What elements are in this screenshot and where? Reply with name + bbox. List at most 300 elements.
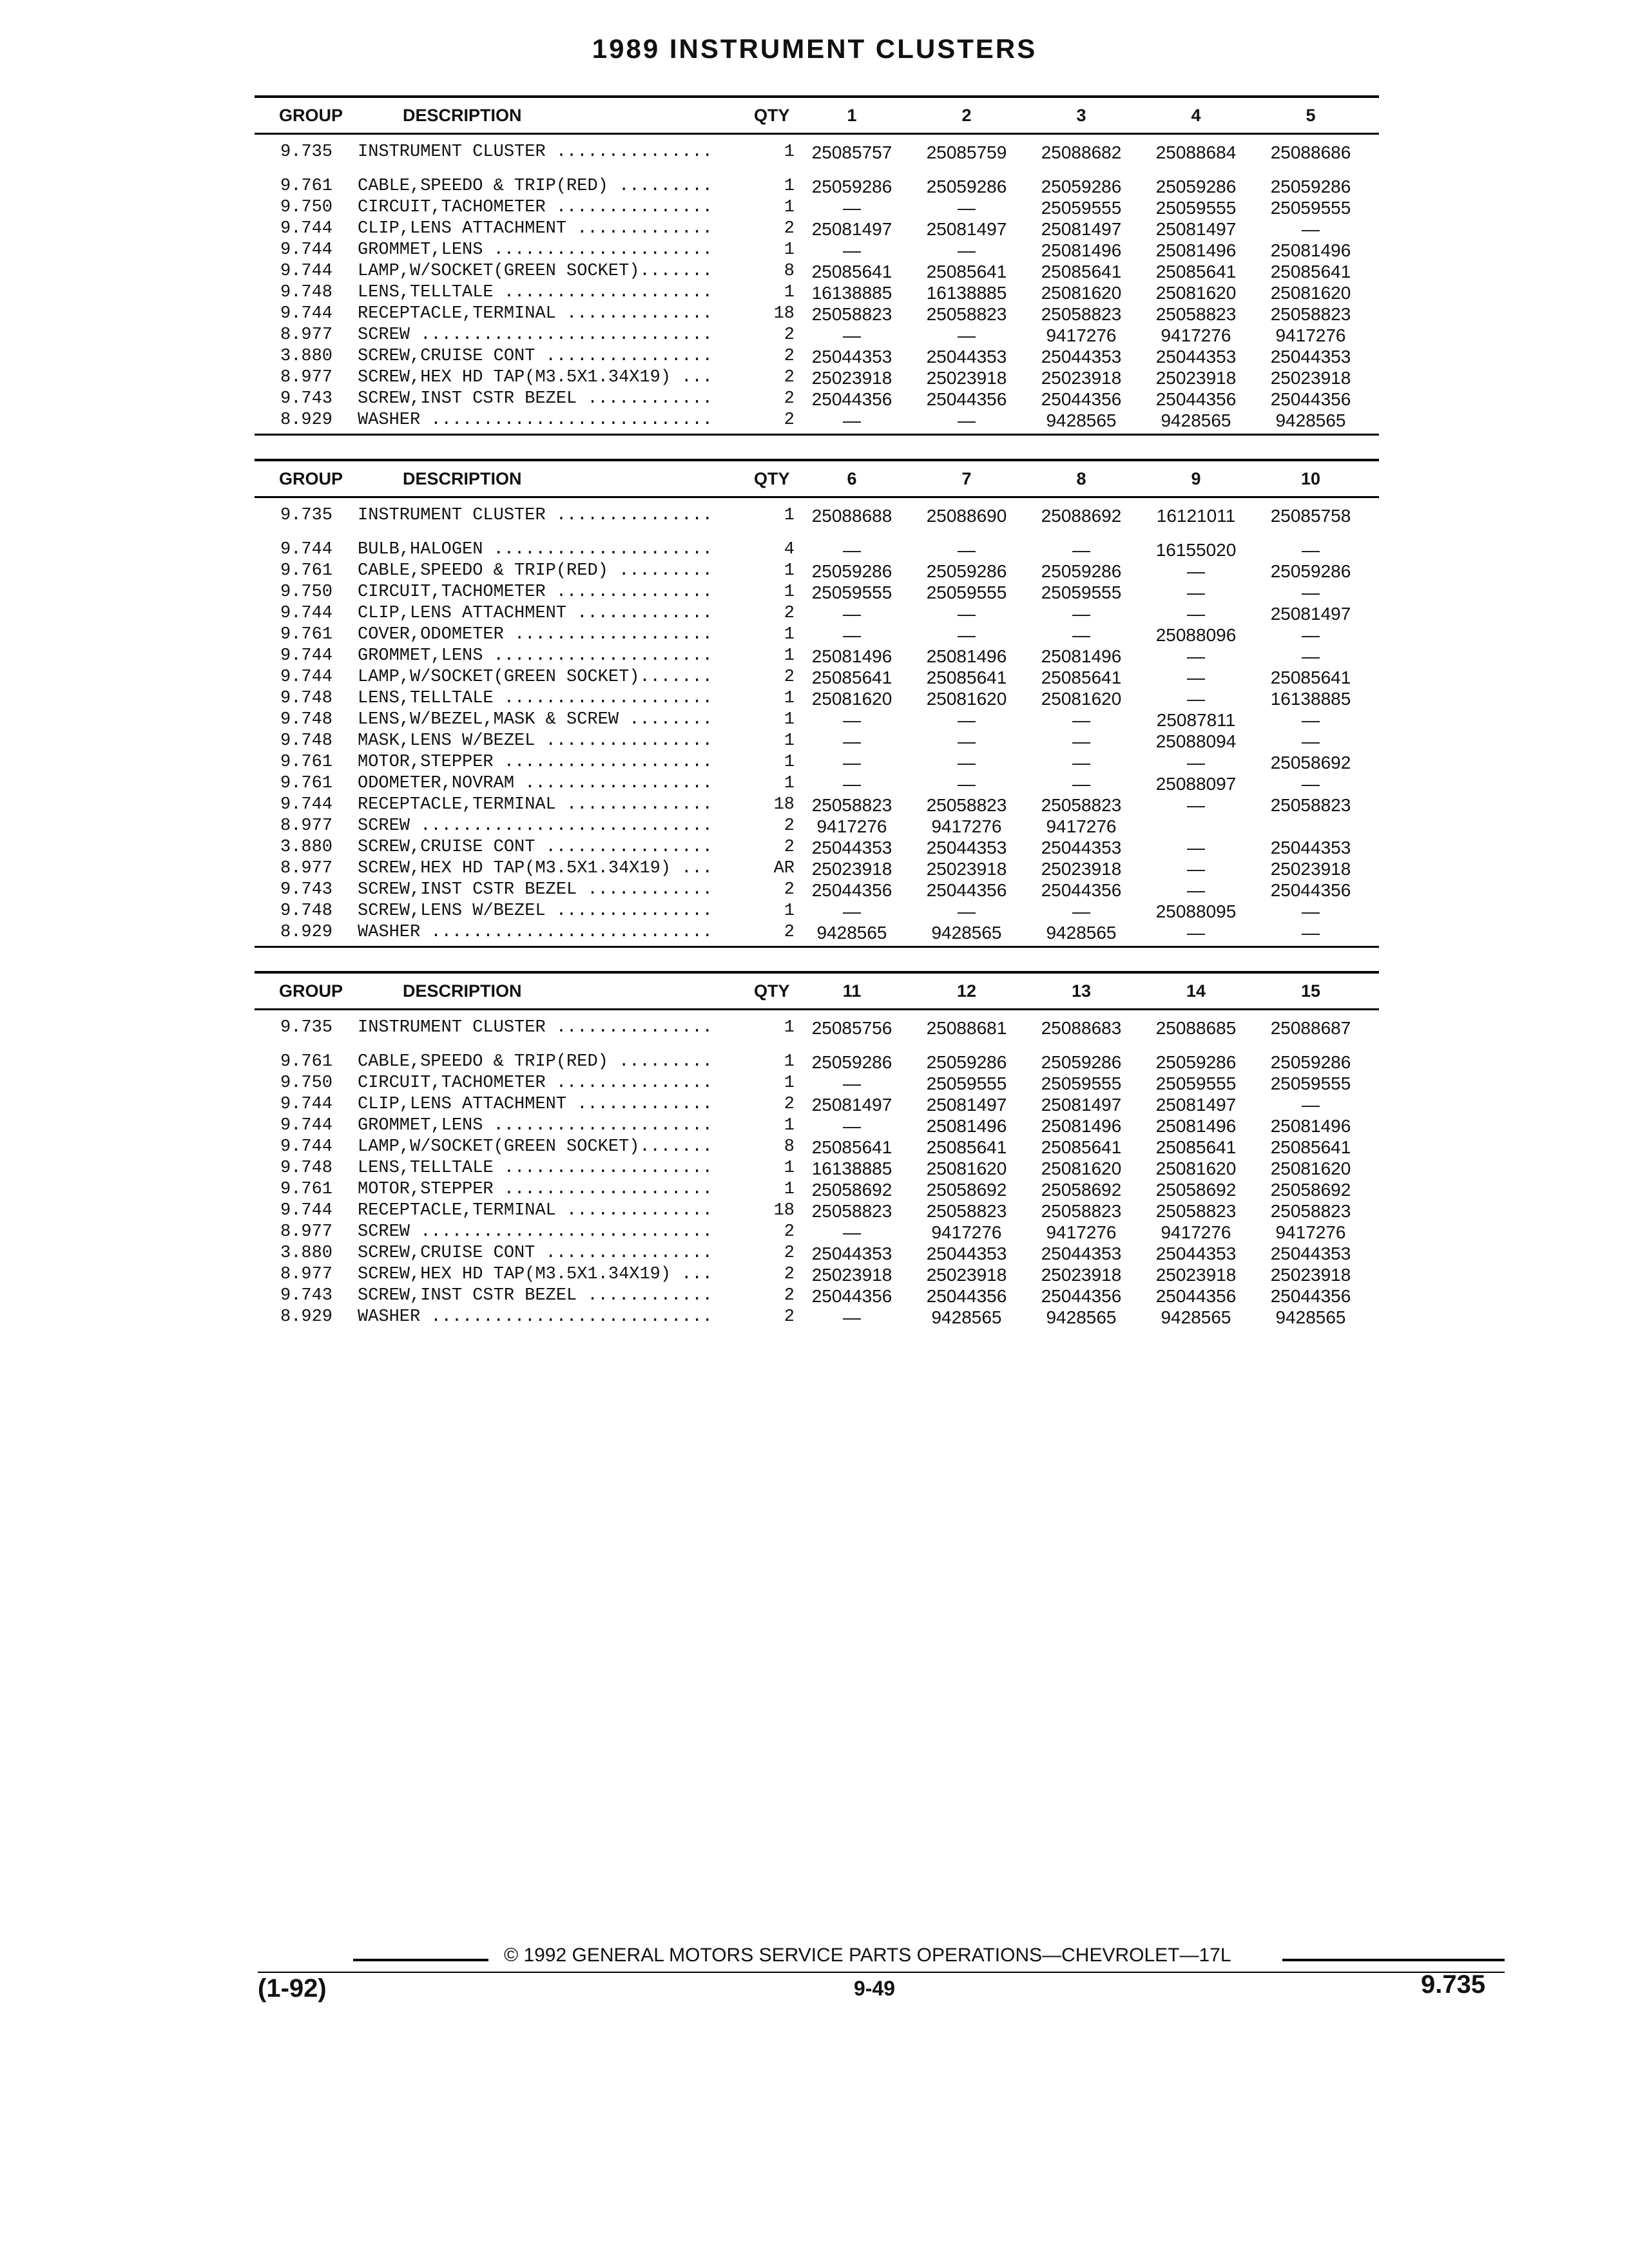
part-number-cell: 25081496: [1041, 1116, 1122, 1136]
footer-copyright: © 1992 GENERAL MOTORS SERVICE PARTS OPERATIONS—CHEVROLET—17L: [504, 1945, 1231, 1966]
part-number-cell: 25085641: [926, 1137, 1007, 1157]
part-number-cell: —: [1302, 1095, 1320, 1115]
row-group: 3.880: [280, 838, 333, 857]
part-number-cell: 25059286: [1155, 1052, 1237, 1072]
part-number-cell: 25088683: [1041, 1018, 1122, 1038]
row-description: CABLE,SPEEDO & TRIP(RED) .........: [358, 561, 713, 581]
row-group: 9.735: [280, 142, 333, 162]
part-number-cell: 25081497: [926, 219, 1007, 239]
part-number-cell: 25044356: [1041, 1286, 1122, 1306]
part-number-cell: 25059286: [1041, 561, 1122, 581]
row-qty: 1: [784, 646, 795, 666]
part-number-cell: 25059555: [1270, 198, 1351, 218]
part-number-cell: —: [1072, 604, 1090, 624]
part-number-cell: 25081497: [811, 1095, 892, 1115]
part-number-cell: —: [1302, 582, 1320, 602]
row-group: 9.744: [280, 1137, 333, 1157]
row-description: MOTOR,STEPPER ....................: [358, 1180, 713, 1199]
table-row: [255, 346, 1379, 367]
header-column-1: 1: [847, 106, 857, 125]
part-number-cell: 25044353: [811, 1244, 892, 1264]
part-number-cell: 25085641: [926, 668, 1007, 687]
part-number-cell: 25088684: [1155, 142, 1237, 162]
row-qty: 1: [784, 240, 795, 260]
row-qty: 8: [784, 1137, 795, 1157]
part-number-cell: 25081620: [811, 689, 892, 709]
part-number-cell: —: [958, 604, 976, 624]
part-number-cell: 25058823: [1270, 795, 1351, 815]
part-number-cell: 25044356: [926, 880, 1007, 900]
part-number-cell: 25058823: [1155, 304, 1237, 324]
row-group: 9.761: [280, 1180, 333, 1199]
part-number-cell: 9417276: [1161, 325, 1231, 345]
part-number-cell: —: [843, 1073, 861, 1093]
row-description: GROMMET,LENS .....................: [358, 1116, 713, 1135]
page-title: 1989 INSTRUMENT CLUSTERS: [592, 34, 1037, 64]
part-number-cell: 16138885: [811, 283, 892, 303]
part-number-cell: 25044353: [1041, 347, 1122, 367]
header-column-12: 12: [956, 981, 977, 1001]
header-group: GROUP: [279, 981, 343, 1001]
part-number-cell: —: [1072, 540, 1090, 560]
row-group: 9.750: [280, 1073, 333, 1093]
part-number-cell: 9428565: [931, 1307, 1002, 1327]
table-row: [255, 901, 1379, 922]
part-number-cell: —: [1302, 901, 1320, 921]
part-number-cell: 25044356: [926, 389, 1007, 409]
row-group: 9.761: [280, 753, 333, 772]
table-row: [255, 603, 1379, 624]
part-number-cell: 25085641: [1155, 1137, 1237, 1157]
row-description: INSTRUMENT CLUSTER ...............: [358, 142, 713, 162]
part-number-cell: 25058823: [1270, 1201, 1351, 1221]
part-number-cell: 25059286: [1270, 561, 1351, 581]
part-number-cell: 25081496: [1155, 240, 1237, 260]
part-number-cell: 25023918: [1041, 368, 1122, 388]
part-number-cell: 9428565: [1046, 923, 1117, 943]
row-description: RECEPTACLE,TERMINAL ..............: [358, 795, 713, 814]
row-description: LAMP,W/SOCKET(GREEN SOCKET).......: [358, 262, 713, 281]
row-description: GROMMET,LENS .....................: [358, 646, 713, 666]
part-number-cell: 25085641: [1041, 262, 1122, 282]
row-description: SCREW,CRUISE CONT ................: [358, 838, 713, 857]
row-group: 8.929: [280, 923, 333, 942]
part-number-cell: 25044353: [926, 347, 1007, 367]
row-description: COVER,ODOMETER ...................: [358, 625, 713, 644]
part-number-cell: 25023918: [811, 859, 892, 879]
part-number-cell: —: [1187, 561, 1205, 581]
row-group: 9.744: [280, 1095, 333, 1114]
row-group: 9.761: [280, 177, 333, 196]
row-qty: 2: [784, 668, 795, 687]
part-number-cell: 25085641: [1270, 1137, 1351, 1157]
part-number-cell: 25058692: [1270, 1180, 1351, 1200]
part-number-cell: 25044356: [1155, 1286, 1237, 1306]
row-group: 3.880: [280, 1244, 333, 1263]
part-number-cell: 25085758: [1270, 506, 1351, 526]
row-group: 9.744: [280, 240, 333, 260]
table-row: [255, 389, 1379, 410]
header-column-14: 14: [1186, 981, 1206, 1001]
footer-rule-bottom: [258, 1972, 1505, 1973]
table-row: [255, 1179, 1379, 1200]
part-number-cell: 25058692: [1041, 1180, 1122, 1200]
part-number-cell: 25058823: [811, 795, 892, 815]
row-group: 8.977: [280, 368, 333, 387]
table-row: [255, 1052, 1379, 1073]
header-rule-top: [255, 971, 1379, 974]
part-number-cell: 25088094: [1155, 731, 1237, 751]
row-qty: 1: [784, 1052, 795, 1072]
part-number-cell: —: [958, 625, 976, 645]
part-number-cell: 9417276: [1046, 325, 1117, 345]
table-row: [255, 773, 1379, 794]
part-number-cell: 25059555: [1041, 1073, 1122, 1093]
header-column-11: 11: [842, 981, 862, 1001]
part-number-cell: 25023918: [1270, 368, 1351, 388]
part-number-cell: —: [1187, 668, 1205, 687]
part-number-cell: 25081497: [1041, 219, 1122, 239]
part-number-cell: —: [1187, 582, 1205, 602]
footer-rule-left: [353, 1959, 488, 1961]
row-qty: 2: [784, 923, 795, 942]
row-qty: 1: [784, 283, 795, 302]
part-number-cell: —: [1302, 646, 1320, 666]
part-number-cell: 25044353: [811, 347, 892, 367]
table-row: [255, 1073, 1379, 1094]
part-number-cell: 9417276: [1046, 816, 1117, 836]
row-group: 9.744: [280, 1201, 333, 1220]
part-number-cell: —: [843, 901, 861, 921]
part-number-cell: 25081496: [1041, 646, 1122, 666]
part-number-cell: —: [958, 731, 976, 751]
part-number-cell: —: [843, 540, 861, 560]
part-number-cell: 25023918: [1155, 368, 1237, 388]
row-qty: 2: [784, 347, 795, 366]
row-qty: 18: [773, 1201, 795, 1220]
row-qty: 2: [784, 368, 795, 387]
part-number-cell: 16155020: [1155, 540, 1237, 560]
section-rule-bottom: [255, 946, 1379, 948]
table-row: [255, 646, 1379, 667]
table-row: [255, 142, 1379, 163]
part-number-cell: 25085641: [1041, 668, 1122, 687]
table-row: [255, 837, 1379, 858]
part-number-cell: 25085641: [811, 1137, 892, 1157]
part-number-cell: —: [1302, 923, 1320, 943]
part-number-cell: 25058823: [1155, 1201, 1237, 1221]
part-number-cell: 25088687: [1270, 1018, 1351, 1038]
part-number-cell: 25059286: [1041, 1052, 1122, 1072]
part-number-cell: 25059286: [1270, 1052, 1351, 1072]
part-number-cell: 25059286: [1041, 177, 1122, 197]
part-number-cell: —: [958, 901, 976, 921]
table-row: [255, 1200, 1379, 1222]
part-number-cell: 25085641: [1270, 262, 1351, 282]
row-qty: 1: [784, 689, 795, 708]
part-number-cell: 25044353: [1155, 347, 1237, 367]
part-number-cell: 25058823: [926, 1201, 1007, 1221]
row-group: 9.744: [280, 540, 333, 559]
part-number-cell: —: [843, 1116, 861, 1136]
part-number-cell: 25023918: [1155, 1265, 1237, 1285]
part-number-cell: 25023918: [811, 1265, 892, 1285]
table-row: [255, 879, 1379, 901]
footer-rule-right: [1282, 1959, 1505, 1961]
part-number-cell: —: [1302, 774, 1320, 794]
part-number-cell: 25044353: [1155, 1244, 1237, 1264]
part-number-cell: 25081497: [926, 1095, 1007, 1115]
table-row: [255, 1094, 1379, 1115]
row-description: LAMP,W/SOCKET(GREEN SOCKET).......: [358, 1137, 713, 1157]
table-row: [255, 1017, 1379, 1039]
row-group: 8.977: [280, 325, 333, 345]
part-number-cell: 25059555: [1041, 198, 1122, 218]
part-number-cell: —: [958, 710, 976, 730]
row-group: 9.743: [280, 1286, 333, 1305]
part-number-cell: —: [1187, 859, 1205, 879]
table-row: [255, 1264, 1379, 1285]
row-group: 8.929: [280, 1307, 333, 1327]
part-number-cell: 25085641: [926, 262, 1007, 282]
part-number-cell: 9417276: [816, 816, 887, 836]
row-description: CLIP,LENS ATTACHMENT .............: [358, 1095, 713, 1114]
header-description: DESCRIPTION: [403, 981, 522, 1001]
part-number-cell: 25023918: [1041, 859, 1122, 879]
part-number-cell: —: [1187, 923, 1205, 943]
part-number-cell: —: [1072, 710, 1090, 730]
part-number-cell: 9428565: [1046, 410, 1117, 430]
part-number-cell: —: [843, 625, 861, 645]
part-number-cell: 25044356: [1270, 880, 1351, 900]
row-description: SCREW ............................: [358, 325, 713, 345]
part-number-cell: 25081497: [1041, 1095, 1122, 1115]
part-number-cell: 9428565: [816, 923, 887, 943]
table-row: [255, 582, 1379, 603]
row-qty: 1: [784, 710, 795, 729]
row-qty: 1: [784, 625, 795, 644]
part-number-cell: 25081496: [1270, 240, 1351, 260]
table-row: [255, 624, 1379, 646]
row-description: SCREW,CRUISE CONT ................: [358, 347, 713, 366]
part-number-cell: 25044356: [1155, 389, 1237, 409]
part-number-cell: —: [1187, 646, 1205, 666]
part-number-cell: —: [1072, 901, 1090, 921]
part-number-cell: 25088688: [811, 506, 892, 526]
row-group: 9.748: [280, 1158, 333, 1178]
part-number-cell: 25044356: [1270, 1286, 1351, 1306]
part-number-cell: 25023918: [1270, 1265, 1351, 1285]
part-number-cell: —: [1302, 625, 1320, 645]
row-group: 9.735: [280, 506, 333, 525]
part-number-cell: —: [843, 198, 861, 218]
row-qty: 1: [784, 753, 795, 772]
part-number-cell: 25044356: [926, 1286, 1007, 1306]
header-column-7: 7: [961, 469, 972, 488]
part-number-cell: 9417276: [1161, 1222, 1231, 1242]
part-number-cell: —: [1187, 689, 1205, 709]
part-number-cell: 25044353: [1041, 1244, 1122, 1264]
row-description: SCREW,INST CSTR BEZEL ............: [358, 880, 713, 899]
part-number-cell: 25081620: [926, 1158, 1007, 1178]
table-row: [255, 218, 1379, 240]
row-description: GROMMET,LENS .....................: [358, 240, 713, 260]
row-qty: 1: [784, 1073, 795, 1093]
row-qty: 1: [784, 1116, 795, 1135]
header-rule-bottom: [255, 1008, 1379, 1010]
part-number-cell: 25088682: [1041, 142, 1122, 162]
part-number-cell: 25058823: [926, 304, 1007, 324]
row-group: 9.744: [280, 262, 333, 281]
part-number-cell: 25081620: [1155, 283, 1237, 303]
part-number-cell: —: [1072, 774, 1090, 794]
row-qty: 2: [784, 1095, 795, 1114]
section-rule-bottom: [255, 434, 1379, 436]
part-number-cell: 25059555: [1155, 1073, 1237, 1093]
row-group: 8.977: [280, 816, 333, 836]
row-group: 8.929: [280, 410, 333, 430]
row-group: 9.761: [280, 625, 333, 644]
part-number-cell: 25023918: [1270, 859, 1351, 879]
row-qty: 2: [784, 1265, 795, 1284]
header-qty: QTY: [754, 106, 790, 125]
table-row: [255, 261, 1379, 282]
row-description: RECEPTACLE,TERMINAL ..............: [358, 304, 713, 323]
part-number-cell: 16138885: [1270, 689, 1351, 709]
part-number-cell: 25088692: [1041, 506, 1122, 526]
row-description: SCREW,INST CSTR BEZEL ............: [358, 1286, 713, 1305]
row-description: CABLE,SPEEDO & TRIP(RED) .........: [358, 177, 713, 196]
part-number-cell: 25081496: [1041, 240, 1122, 260]
row-qty: 18: [773, 795, 795, 814]
part-number-cell: 25023918: [926, 368, 1007, 388]
part-number-cell: 25059286: [926, 177, 1007, 197]
row-qty: 2: [784, 219, 795, 238]
row-qty: 1: [784, 142, 795, 162]
part-number-cell: 25059286: [926, 561, 1007, 581]
part-number-cell: 25088096: [1155, 625, 1237, 645]
part-number-cell: 9428565: [1046, 1307, 1117, 1327]
table-row: [255, 325, 1379, 346]
part-number-cell: —: [1187, 838, 1205, 858]
part-number-cell: —: [958, 240, 976, 260]
part-number-cell: 25081620: [1270, 283, 1351, 303]
part-number-cell: 25059555: [811, 582, 892, 602]
table-row: [255, 410, 1379, 431]
part-number-cell: 25044353: [1041, 838, 1122, 858]
part-number-cell: 9417276: [931, 1222, 1002, 1242]
row-group: 9.744: [280, 219, 333, 238]
part-number-cell: 25058823: [1270, 304, 1351, 324]
row-description: RECEPTACLE,TERMINAL ..............: [358, 1201, 713, 1220]
part-number-cell: 25085759: [926, 142, 1007, 162]
row-description: WASHER ...........................: [358, 410, 713, 430]
row-description: CLIP,LENS ATTACHMENT .............: [358, 219, 713, 238]
row-description: SCREW,LENS W/BEZEL ...............: [358, 901, 713, 921]
row-group: 9.744: [280, 668, 333, 687]
part-number-cell: 16138885: [811, 1158, 892, 1178]
part-number-cell: —: [958, 325, 976, 345]
row-description: SCREW,INST CSTR BEZEL ............: [358, 389, 713, 408]
part-number-cell: 25059555: [926, 1073, 1007, 1093]
table-row: [255, 367, 1379, 389]
row-group: 9.748: [280, 710, 333, 729]
part-number-cell: —: [843, 604, 861, 624]
part-number-cell: 25044356: [811, 880, 892, 900]
header-group: GROUP: [279, 106, 343, 125]
part-number-cell: 25085641: [811, 262, 892, 282]
part-number-cell: —: [1302, 731, 1320, 751]
part-number-cell: —: [843, 240, 861, 260]
row-qty: 2: [784, 1286, 795, 1305]
table-row: [255, 709, 1379, 731]
part-number-cell: —: [1187, 604, 1205, 624]
row-qty: 1: [784, 198, 795, 217]
part-number-cell: —: [843, 753, 861, 773]
row-description: CIRCUIT,TACHOMETER ...............: [358, 1073, 713, 1093]
table-row: [255, 1137, 1379, 1158]
row-description: SCREW,HEX HD TAP(M3.5X1.34X19) ...: [358, 368, 713, 387]
part-number-cell: 25059286: [926, 1052, 1007, 1072]
part-number-cell: —: [958, 753, 976, 773]
part-number-cell: 25088095: [1155, 901, 1237, 921]
part-number-cell: —: [958, 540, 976, 560]
row-description: MOTOR,STEPPER ....................: [358, 753, 713, 772]
header-rule-top: [255, 459, 1379, 461]
header-rule-bottom: [255, 496, 1379, 498]
part-number-cell: 25044356: [1270, 389, 1351, 409]
row-group: 9.750: [280, 582, 333, 602]
row-description: CLIP,LENS ATTACHMENT .............: [358, 604, 713, 623]
part-number-cell: 25023918: [926, 1265, 1007, 1285]
row-group: 9.750: [280, 198, 333, 217]
part-number-cell: —: [1302, 710, 1320, 730]
part-number-cell: 25085756: [811, 1018, 892, 1038]
part-number-cell: 25044356: [811, 389, 892, 409]
part-number-cell: 25085641: [1155, 262, 1237, 282]
table-row: [255, 176, 1379, 197]
table-row: [255, 561, 1379, 582]
part-number-cell: —: [843, 774, 861, 794]
header-description: DESCRIPTION: [403, 469, 522, 488]
row-qty: 1: [784, 177, 795, 196]
part-number-cell: 25058823: [811, 304, 892, 324]
part-number-cell: —: [843, 325, 861, 345]
part-number-cell: —: [1187, 795, 1205, 815]
row-description: CABLE,SPEEDO & TRIP(RED) .........: [358, 1052, 713, 1072]
part-number-cell: 25085641: [1270, 668, 1351, 687]
part-number-cell: 25023918: [1041, 1265, 1122, 1285]
row-description: INSTRUMENT CLUSTER ...............: [358, 1018, 713, 1037]
part-number-cell: 25044353: [926, 1244, 1007, 1264]
row-group: 8.977: [280, 1222, 333, 1242]
part-number-cell: 25023918: [926, 859, 1007, 879]
row-qty: 1: [784, 1158, 795, 1178]
header-column-6: 6: [847, 469, 857, 488]
part-number-cell: 25058823: [926, 795, 1007, 815]
row-group: 9.744: [280, 604, 333, 623]
row-qty: 2: [784, 604, 795, 623]
part-number-cell: 25085641: [811, 668, 892, 687]
row-qty: 2: [784, 880, 795, 899]
table-header: [255, 976, 1379, 1006]
part-number-cell: 25059555: [1270, 1073, 1351, 1093]
table-row: [255, 1115, 1379, 1137]
row-description: WASHER ...........................: [358, 923, 713, 942]
row-qty: 18: [773, 304, 795, 323]
header-column-15: 15: [1300, 981, 1321, 1001]
row-group: 9.748: [280, 283, 333, 302]
